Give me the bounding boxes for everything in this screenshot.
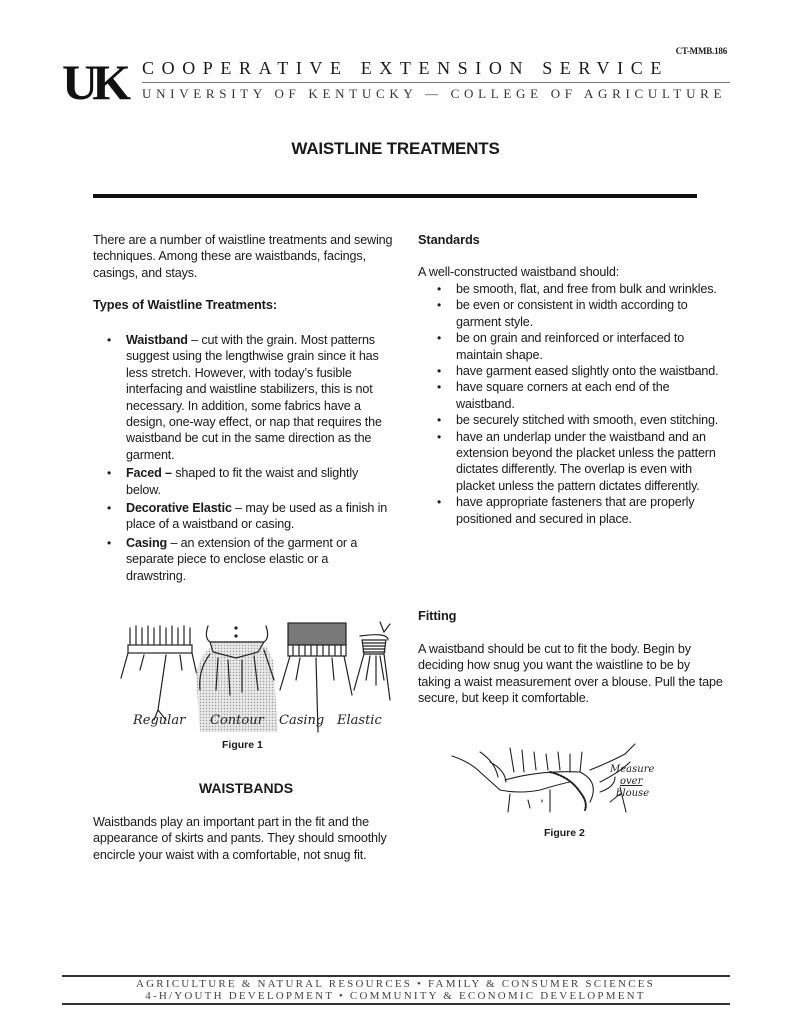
fitting-heading: Fitting <box>418 608 457 623</box>
description: – may be used as a finish in place of a waistband or casing. <box>126 501 388 532</box>
title-divider <box>93 194 697 198</box>
list-item-decorative-elastic <box>126 500 388 533</box>
label-casing: Casing <box>279 713 325 728</box>
figure-1-caption: Figure 1 <box>222 739 263 751</box>
label-elastic: Elastic <box>337 713 382 728</box>
footer-program-areas-2: 4-H/YOUTH DEVELOPMENT • COMMUNITY & ECONOMIC DEVELOPMENT <box>145 990 646 1002</box>
list-item: • be on grain and reinforced or interfaced to maintain shape. <box>456 330 726 363</box>
uk-logo-text: UK <box>62 58 125 102</box>
description: shaped to fit the waist and slightly below. <box>126 466 359 497</box>
figure-1-labels <box>132 713 382 728</box>
term: Casing <box>126 535 168 550</box>
fitting-paragraph: A waistband should be cut to fit the body. Begin by deciding how snug you want the waistline to be by taking a waist measurement over a blouse. Pull the tape secure, but keep it comfortable. <box>418 642 723 706</box>
footer-program-areas-1: AGRICULTURE & NATURAL RESOURCES • FAMILY & CONSUMER SCIENCES <box>136 978 655 990</box>
list-item: • be securely stitched with smooth, even stitching. <box>456 412 726 428</box>
standards-heading: Standards <box>418 232 480 247</box>
description: – cut with the grain. Most patterns suggest using the lengthwise grain since it has less stretch. However, with today’s fusible interfacing and waistline stabilizers, this is not necessary. In addition, some fabrics have a design, one-way effect, or nap that requires the waistband be cut in the same direction as the garment. <box>126 333 382 462</box>
annotation-blouse: blouse <box>616 788 650 799</box>
page-title: WAISTLINE TREATMENTS <box>291 139 500 158</box>
intro-paragraph: There are a number of waistline treatments and sewing techniques. Among these are waistbands, facings, casings, and stays. <box>93 233 393 280</box>
list-item: • have square corners at each end of the waistband. <box>456 379 726 412</box>
list-item-casing <box>126 535 388 584</box>
list-item-waistband <box>126 332 388 463</box>
label-regular: Regular <box>133 713 186 728</box>
figure-2-caption: Figure 2 <box>544 827 585 839</box>
list-item: • have appropriate fasteners that are properly positioned and secured in place. <box>456 494 726 527</box>
term: Faced – <box>126 466 172 481</box>
header-divider <box>142 82 730 83</box>
list-item: • be smooth, flat, and free from bulk and wrinkles. <box>456 281 726 297</box>
types-heading: Types of Waistline Treatments: <box>93 297 278 312</box>
term: Waistband <box>126 333 188 347</box>
organization-name: COOPERATIVE EXTENSION SERVICE <box>142 58 669 78</box>
list-item: • have garment eased slightly onto the waistband. <box>456 363 726 379</box>
figure-2-annotation <box>609 764 654 799</box>
standards-list <box>456 281 726 527</box>
regular-waist-drawing <box>121 626 198 720</box>
list-item: • be even or consistent in width according to garment style. <box>456 297 726 330</box>
description: – an extension of the garment or a separate piece to enclose elastic or a drawstring. <box>126 535 358 583</box>
uk-logo <box>62 58 140 102</box>
types-list <box>126 332 388 586</box>
elastic-waist-drawing <box>354 622 390 700</box>
label-contour: Contour <box>210 713 264 728</box>
figure-2-illustration <box>450 742 675 817</box>
annotation-measure: Measure <box>610 764 655 775</box>
waistbands-heading: WAISTBANDS <box>198 780 294 796</box>
annotation-over: over <box>620 776 643 787</box>
figure-1-illustration <box>118 620 393 735</box>
footer-divider-top <box>62 975 730 977</box>
list-item-faced <box>126 465 388 498</box>
document-code: CT-MMB.186 <box>675 46 727 56</box>
standards-intro: A well-constructed waistband should: <box>418 265 620 279</box>
university-name: UNIVERSITY OF KENTUCKY — COLLEGE OF AGRICULTURE <box>142 86 727 101</box>
waistbands-paragraph: Waistbands play an important part in the fit and the appearance of skirts and pants. They should smoothly encircle your waist with a comfortable, not snug fit. <box>93 815 387 862</box>
footer-divider-bottom <box>62 1003 730 1005</box>
list-item: • have an underlap under the waistband and an extension beyond the placket unless the pattern dictates differently. The overlap is even with placket unless the pattern dictates differently. <box>456 429 726 495</box>
term: Decorative Elastic <box>126 501 232 516</box>
